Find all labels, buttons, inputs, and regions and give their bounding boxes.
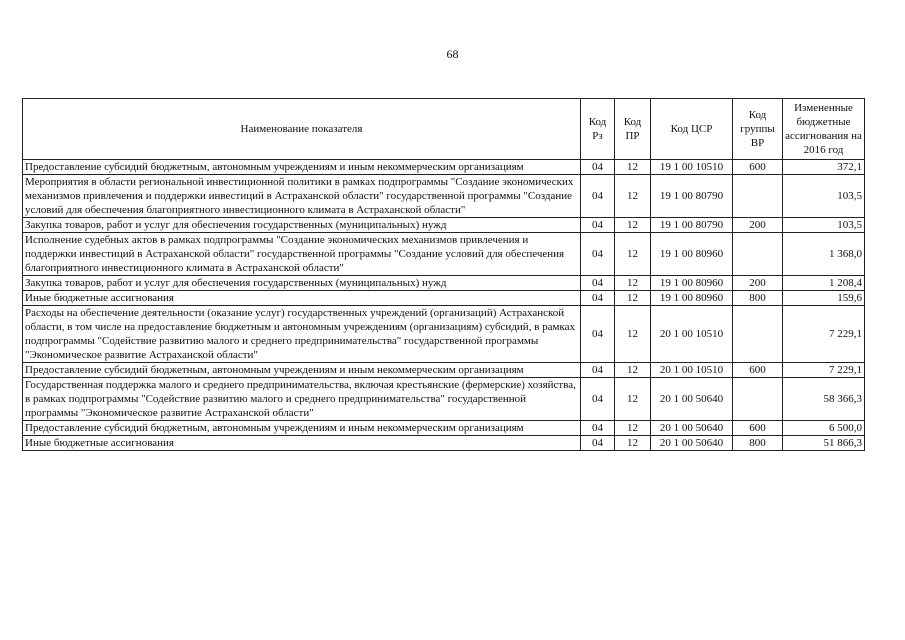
cell-rz: 04 xyxy=(581,378,615,421)
cell-vr: 600 xyxy=(733,160,783,175)
cell-csr: 19 1 00 80790 xyxy=(651,218,733,233)
header-sum: Измененные бюджетные ассигнования на 2016 год xyxy=(783,99,865,160)
cell-sum: 51 866,3 xyxy=(783,436,865,451)
table-row xyxy=(23,160,865,175)
cell-name: Иные бюджетные ассигнования xyxy=(23,291,581,306)
cell-csr: 20 1 00 50640 xyxy=(651,436,733,451)
cell-vr: 600 xyxy=(733,363,783,378)
cell-rz: 04 xyxy=(581,160,615,175)
cell-pr: 12 xyxy=(615,276,651,291)
cell-pr: 12 xyxy=(615,218,651,233)
cell-rz: 04 xyxy=(581,218,615,233)
cell-vr: 600 xyxy=(733,421,783,436)
header-vr: Код группы ВР xyxy=(733,99,783,160)
cell-name: Закупка товаров, работ и услуг для обеспечения государственных (муниципальных) нужд xyxy=(23,218,581,233)
cell-rz: 04 xyxy=(581,175,615,218)
cell-sum: 7 229,1 xyxy=(783,306,865,363)
cell-name: Предоставление субсидий бюджетным, автономным учреждениям и иным некоммерческим организациям xyxy=(23,421,581,436)
cell-sum: 7 229,1 xyxy=(783,363,865,378)
cell-vr: 200 xyxy=(733,218,783,233)
header-rz: Код Рз xyxy=(581,99,615,160)
cell-pr: 12 xyxy=(615,421,651,436)
cell-csr: 19 1 00 80790 xyxy=(651,175,733,218)
table-row xyxy=(23,233,865,276)
cell-sum: 103,5 xyxy=(783,218,865,233)
page-number: 68 xyxy=(446,47,459,61)
cell-vr xyxy=(733,233,783,276)
cell-vr xyxy=(733,306,783,363)
header-pr: Код ПР xyxy=(615,99,651,160)
cell-name: Предоставление субсидий бюджетным, автономным учреждениям и иным некоммерческим организациям xyxy=(23,160,581,175)
cell-pr: 12 xyxy=(615,378,651,421)
header-name: Наименование показателя xyxy=(23,99,581,160)
cell-csr: 19 1 00 80960 xyxy=(651,233,733,276)
cell-sum: 1 208,4 xyxy=(783,276,865,291)
cell-vr: 800 xyxy=(733,436,783,451)
cell-rz: 04 xyxy=(581,421,615,436)
table-row xyxy=(23,218,865,233)
table-row xyxy=(23,436,865,451)
cell-csr: 20 1 00 50640 xyxy=(651,421,733,436)
cell-csr: 19 1 00 80960 xyxy=(651,291,733,306)
cell-pr: 12 xyxy=(615,363,651,378)
cell-vr xyxy=(733,175,783,218)
cell-csr: 20 1 00 10510 xyxy=(651,306,733,363)
cell-rz: 04 xyxy=(581,291,615,306)
cell-name: Мероприятия в области региональной инвестиционной политики в рамках подпрограммы "Создание экономических механизмов привлечения и поддержки инвестиций в Астраханской области" государственной программы "Создание условий для обеспечения благоприятного инвестиционного климата в Астраханской области" xyxy=(23,175,581,218)
header-csr: Код ЦСР xyxy=(651,99,733,160)
cell-sum: 159,6 xyxy=(783,291,865,306)
cell-rz: 04 xyxy=(581,276,615,291)
table-row xyxy=(23,421,865,436)
cell-vr: 200 xyxy=(733,276,783,291)
cell-sum: 6 500,0 xyxy=(783,421,865,436)
cell-pr: 12 xyxy=(615,160,651,175)
cell-sum: 1 368,0 xyxy=(783,233,865,276)
cell-name: Предоставление субсидий бюджетным, автономным учреждениям и иным некоммерческим организациям xyxy=(23,363,581,378)
cell-sum: 372,1 xyxy=(783,160,865,175)
cell-rz: 04 xyxy=(581,363,615,378)
cell-name: Государственная поддержка малого и среднего предпринимательства, включая крестьянские (фермерские) хозяйства, в рамках подпрограммы "Содействие развитию малого и среднего предпринимательства" государственной программы "Экономическое развитие Астраханской области" xyxy=(23,378,581,421)
cell-csr: 19 1 00 10510 xyxy=(651,160,733,175)
table-body xyxy=(23,160,865,451)
cell-name: Закупка товаров, работ и услуг для обеспечения государственных (муниципальных) нужд xyxy=(23,276,581,291)
cell-name: Исполнение судебных актов в рамках подпрограммы "Создание экономических механизмов привлечения и поддержки инвестиций в Астраханской области" государственной программы "Создание условий для обеспечения благоприятного инвестиционного климата в Астраханской области" xyxy=(23,233,581,276)
table-row xyxy=(23,175,865,218)
cell-pr: 12 xyxy=(615,436,651,451)
table-row xyxy=(23,363,865,378)
cell-pr: 12 xyxy=(615,306,651,363)
cell-rz: 04 xyxy=(581,233,615,276)
budget-table xyxy=(22,98,865,451)
cell-sum: 58 366,3 xyxy=(783,378,865,421)
cell-csr: 20 1 00 10510 xyxy=(651,363,733,378)
table-row xyxy=(23,291,865,306)
cell-csr: 20 1 00 50640 xyxy=(651,378,733,421)
table-row xyxy=(23,378,865,421)
table-row xyxy=(23,306,865,363)
cell-vr xyxy=(733,378,783,421)
cell-name: Иные бюджетные ассигнования xyxy=(23,436,581,451)
cell-vr: 800 xyxy=(733,291,783,306)
table-header xyxy=(23,99,865,160)
cell-pr: 12 xyxy=(615,233,651,276)
cell-pr: 12 xyxy=(615,291,651,306)
cell-sum: 103,5 xyxy=(783,175,865,218)
cell-csr: 19 1 00 80960 xyxy=(651,276,733,291)
cell-rz: 04 xyxy=(581,436,615,451)
cell-rz: 04 xyxy=(581,306,615,363)
table-row xyxy=(23,276,865,291)
header-row xyxy=(23,99,865,160)
cell-name: Расходы на обеспечение деятельности (оказание услуг) государственных учреждений (организаций) Астраханской области, в том числе на предоставление бюджетным и автономным учреждениям (организациям) субсидий, в рамках подпрограммы "Содействие развитию малого и среднего предпринимательства" государственной программы "Экономическое развитие Астраханской области" xyxy=(23,306,581,363)
cell-pr: 12 xyxy=(615,175,651,218)
